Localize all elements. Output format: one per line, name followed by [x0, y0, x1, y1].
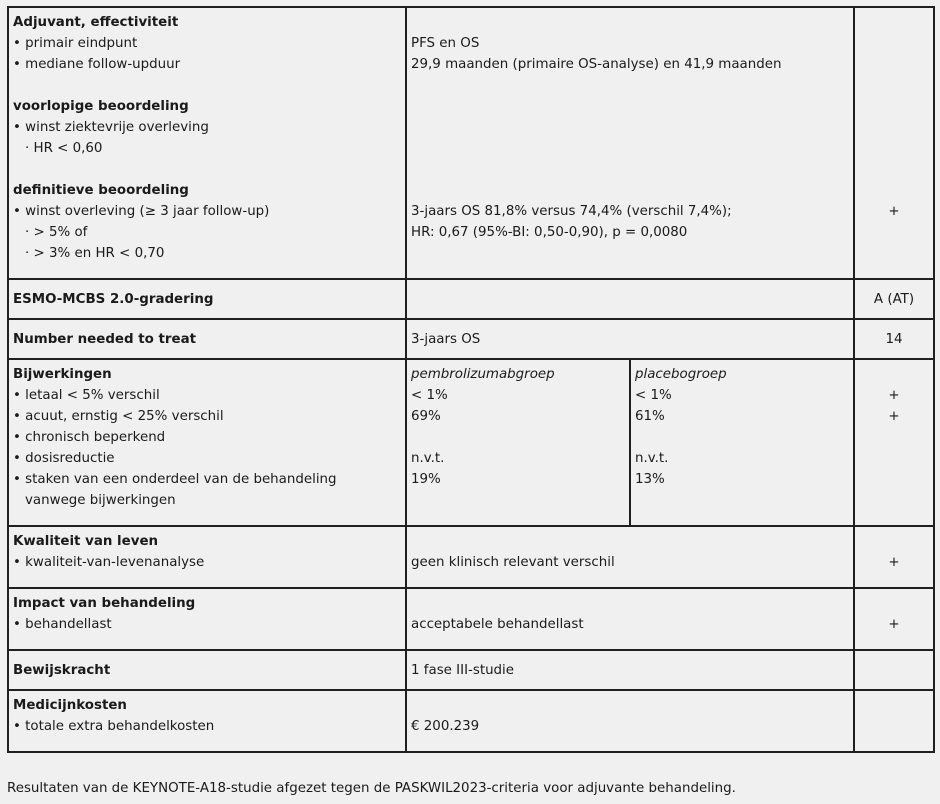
pembrolizumab-dose-reduction: n.v.t. [411, 451, 445, 466]
row-esmo [8, 279, 934, 319]
cell-qol-criteria [8, 526, 406, 588]
cell-costs-value [406, 690, 854, 752]
impact-score: + [888, 617, 900, 632]
evidence-label: Bewijskracht [8, 650, 406, 690]
placebo-heading: placebogroep [635, 367, 727, 382]
effectiveness-heading: Adjuvant, effectiviteit [13, 15, 179, 30]
qol-value: geen klinisch relevant verschil [411, 555, 615, 570]
costs-value: € 200.239 [411, 719, 480, 734]
row-adverse-events [8, 359, 934, 526]
acute-score: + [888, 409, 900, 424]
primary-endpoint-label: • primair eindpunt [13, 36, 138, 51]
cell-effectiveness-score [854, 7, 934, 279]
table-caption: Resultaten van de KEYNOTE-A18-studie afgezet tegen de PASKWIL2023-criteria voor adjuvante behandeling. [7, 781, 736, 796]
lethal-score: + [888, 388, 900, 403]
esmo-label: ESMO-MCBS 2.0-gradering [8, 279, 406, 319]
nnt-score: 14 [854, 319, 934, 359]
impact-heading: Impact van behandeling [13, 596, 196, 611]
lethal-label: • letaal < 5% verschil [13, 388, 160, 403]
cell-impact-value [406, 588, 854, 650]
os-gt5-label: · > 5% of [25, 225, 88, 240]
median-followup-label: • mediane follow-upduur [13, 57, 181, 72]
placebo-acute: 61% [635, 409, 665, 424]
dfs-hr-label: · HR < 0,60 [25, 141, 103, 156]
median-followup-value: 29,9 maanden (primaire OS-analyse) en 41,9 maanden [411, 57, 782, 72]
placebo-lethal: < 1% [635, 388, 672, 403]
dfs-gain-label: • winst ziektevrije overleving [13, 120, 209, 135]
os-result-value: 3-jaars OS 81,8% versus 74,4% (verschil 7,4%); [411, 204, 732, 219]
pembrolizumab-lethal: < 1% [411, 388, 448, 403]
costs-score [859, 716, 929, 737]
costs-heading: Medicijnkosten [13, 698, 127, 713]
row-medication-costs [8, 690, 934, 752]
cell-placebo-group [630, 359, 854, 526]
impact-value: acceptabele behandellast [411, 617, 584, 632]
os-gain-label: • winst overleving (≥ 3 jaar follow-up) [13, 204, 270, 219]
pembrolizumab-heading: pembrolizumabgroep [411, 367, 555, 382]
cell-adverse-score [854, 359, 934, 526]
cell-effectiveness-results [406, 7, 854, 279]
row-quality-of-life [8, 526, 934, 588]
cell-pembrolizumab-group [406, 359, 630, 526]
cell-costs-criteria [8, 690, 406, 752]
placebo-dose-reduction: n.v.t. [635, 451, 669, 466]
preliminary-assessment-heading: voorlopige beoordeling [13, 99, 189, 114]
final-assessment-heading: definitieve beoordeling [13, 183, 189, 198]
esmo-score: A (AT) [854, 279, 934, 319]
row-treatment-impact [8, 588, 934, 650]
effectiveness-score: + [888, 204, 900, 219]
nnt-label: Number needed to treat [8, 319, 406, 359]
evidence-value: 1 fase III-studie [406, 650, 854, 690]
pembrolizumab-discontinuation: 19% [411, 472, 441, 487]
cell-qol-score [854, 526, 934, 588]
cell-costs-score [854, 690, 934, 752]
qol-heading: Kwaliteit van leven [13, 534, 159, 549]
primary-endpoint-value: PFS en OS [411, 36, 480, 51]
impact-item: • behandellast [13, 617, 112, 632]
qol-score: + [888, 555, 900, 570]
dose-reduction-label: • dosisreductie [13, 451, 115, 466]
evidence-score [854, 650, 934, 690]
placebo-discontinuation: 13% [635, 472, 665, 487]
cell-impact-criteria [8, 588, 406, 650]
nnt-value: 3-jaars OS [406, 319, 854, 359]
cell-qol-value [406, 526, 854, 588]
qol-item: • kwaliteit-van-levenanalyse [13, 555, 205, 570]
os-gt3-label: · > 3% en HR < 0,70 [25, 246, 165, 261]
costs-item: • totale extra behandelkosten [13, 719, 215, 734]
chronic-label: • chronisch beperkend [13, 430, 166, 445]
acute-label: • acuut, ernstig < 25% verschil [13, 409, 224, 424]
cell-impact-score [854, 588, 934, 650]
cell-adverse-criteria [8, 359, 406, 526]
adverse-heading: Bijwerkingen [13, 367, 112, 382]
row-nnt [8, 319, 934, 359]
esmo-value [406, 279, 854, 319]
row-evidence [8, 650, 934, 690]
discontinuation-label: • staken van een onderdeel van de behandeling [13, 472, 337, 487]
discontinuation-label-cont: vanwege bijwerkingen [25, 493, 176, 508]
row-effectiveness [8, 7, 934, 279]
paskwil-table [7, 6, 935, 753]
os-hr-value: HR: 0,67 (95%-BI: 0,50-0,90), p = 0,0080 [411, 225, 688, 240]
cell-effectiveness-criteria [8, 7, 406, 279]
pembrolizumab-acute: 69% [411, 409, 441, 424]
